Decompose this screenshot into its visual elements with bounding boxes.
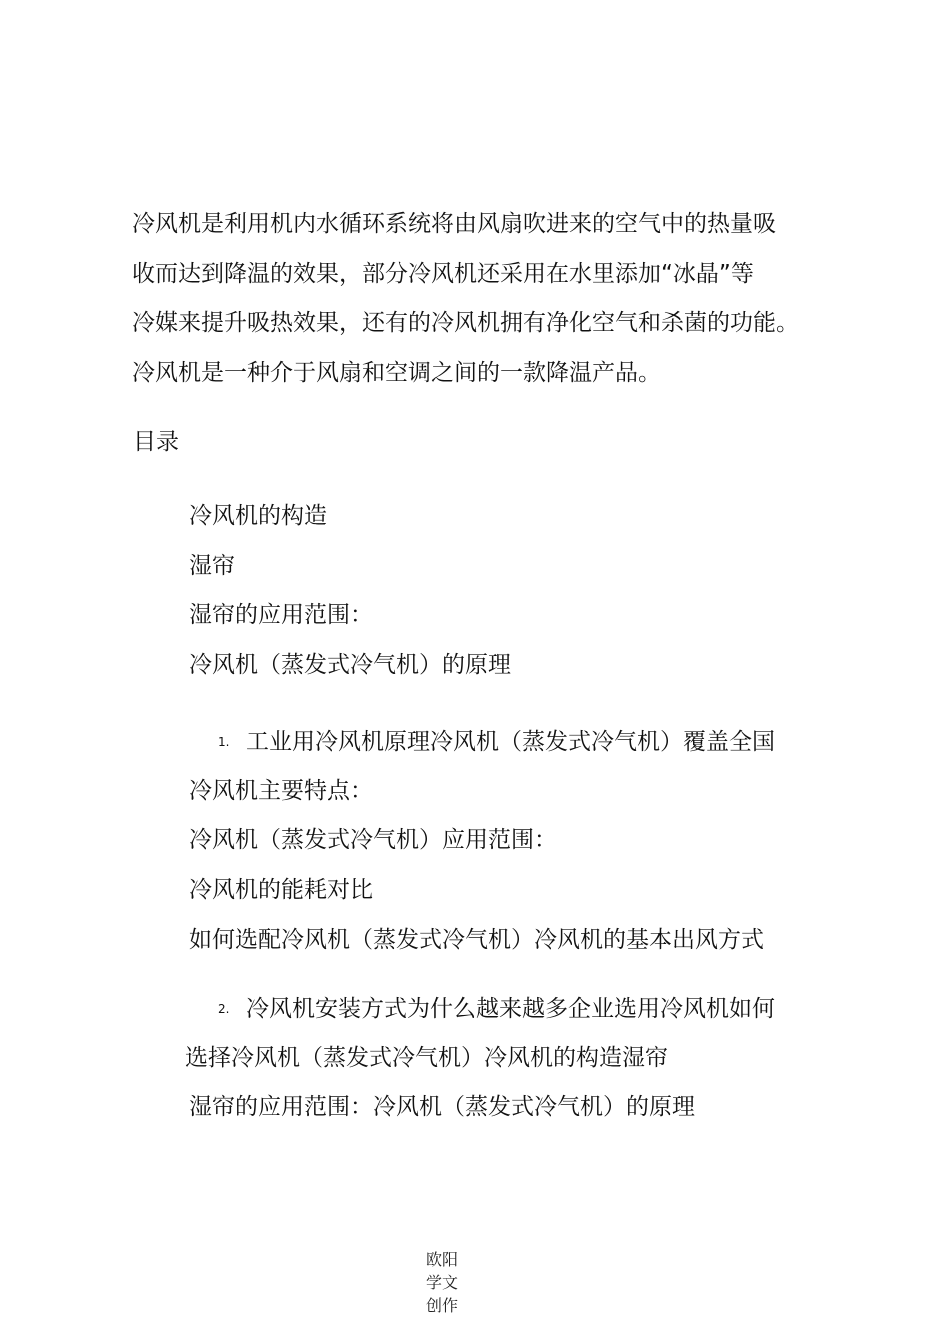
toc-numbered-item — [218, 723, 775, 756]
toc-item-label: 湿帘 — [189, 553, 235, 579]
toc-item — [189, 921, 764, 954]
toc-item-label: 湿帘的应用范围：冷风机（蒸发式冷气机）的原理 — [189, 1094, 695, 1120]
toc-item-label: 冷风机（蒸发式冷气机）的原理 — [189, 652, 511, 678]
intro-line: 收而达到降温的效果，部分冷风机还采用在水里添加“冰晶”等 — [132, 260, 754, 287]
toc-item-label: 湿帘的应用范围： — [189, 602, 373, 628]
toc-item-label: 冷风机的能耗对比 — [189, 877, 373, 903]
list-number: 1. — [218, 735, 230, 749]
toc-item — [189, 1088, 695, 1121]
intro-paragraph — [132, 200, 852, 398]
toc-item — [189, 772, 373, 805]
toc-numbered-item — [218, 990, 775, 1023]
footer-line: 创作 — [425, 1296, 458, 1315]
toc-title: 目录 — [133, 429, 179, 455]
intro-line: 冷风机是利用机内水循环系统将由风扇吹进来的空气中的热量吸 — [132, 211, 776, 237]
intro-line: 冷风机是一种介于风扇和空调之间的一款降温产品。 — [132, 359, 661, 386]
toc-item-label: 工业用冷风机原理冷风机（蒸发式冷气机）覆盖全国 — [246, 729, 775, 755]
footer-line: 学文 — [425, 1273, 458, 1292]
toc-item — [189, 821, 557, 854]
footer-signature — [420, 1248, 464, 1317]
toc-item-label: 如何选配冷风机（蒸发式冷气机）冷风机的基本出风方式 — [189, 927, 764, 953]
toc-item — [189, 547, 235, 580]
toc-item — [189, 871, 373, 904]
footer-line: 欧阳 — [425, 1250, 458, 1269]
intro-line: 冷媒来提升吸热效果，还有的冷风机拥有净化空气和杀菌的功能。 — [132, 310, 799, 336]
toc-item — [189, 596, 373, 629]
toc-item-label: 冷风机（蒸发式冷气机）应用范围： — [189, 827, 557, 853]
toc-item-label: 冷风机安装方式为什么越来越多企业选用冷风机如何 — [246, 996, 775, 1022]
toc-item-label: 冷风机主要特点： — [189, 778, 373, 804]
list-number: 2. — [218, 1002, 230, 1016]
toc-item — [185, 1039, 668, 1072]
toc-item-label: 冷风机的构造 — [189, 503, 327, 529]
toc-item — [189, 497, 327, 530]
toc-item-label: 选择冷风机（蒸发式冷气机）冷风机的构造湿帘 — [185, 1045, 668, 1071]
toc-item — [189, 646, 511, 679]
